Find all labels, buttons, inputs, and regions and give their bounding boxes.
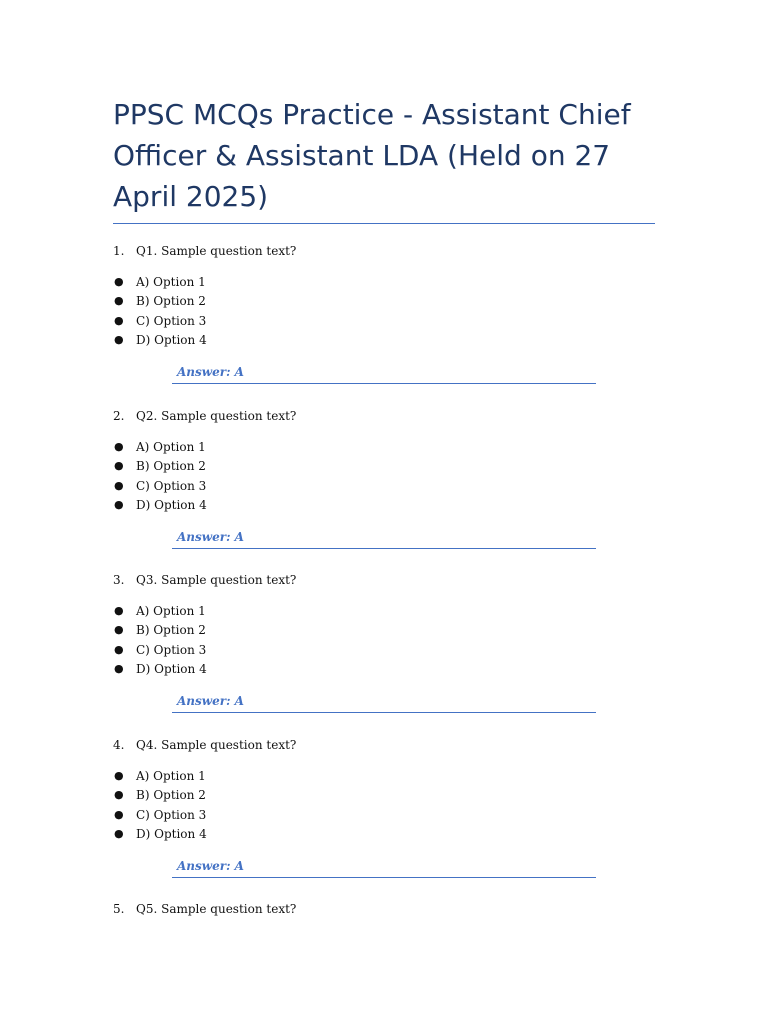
option-text: B) Option 2 (136, 294, 206, 309)
option-item (113, 786, 673, 805)
question-number: 1. (113, 244, 125, 258)
option-text: A) Option 1 (136, 275, 206, 289)
question-line (113, 735, 673, 755)
option-item (113, 292, 673, 311)
option-item (113, 438, 673, 457)
bullet-icon: ● (114, 604, 124, 617)
question-number: 2. (113, 409, 125, 423)
bullet-icon: ● (114, 294, 124, 308)
options-list (113, 767, 673, 844)
question-line (113, 241, 673, 261)
option-text: B) Option 2 (136, 459, 206, 474)
option-text: C) Option 3 (136, 478, 207, 493)
option-item (113, 457, 673, 476)
option-item (113, 806, 673, 825)
bullet-icon: ● (114, 788, 124, 802)
answer-box (172, 857, 596, 878)
question-number: 4. (113, 738, 125, 752)
document-title: PPSC MCQs Practice - Assistant Chief Officer & Assistant LDA (Held on 27 April 2025) (113, 94, 655, 224)
option-text: D) Option 4 (136, 661, 207, 676)
question-line (113, 406, 673, 426)
bullet-icon: ● (114, 440, 124, 453)
option-text: B) Option 2 (136, 623, 206, 638)
bullet-icon: ● (114, 459, 124, 473)
bullet-icon: ● (114, 807, 124, 821)
option-text: A) Option 1 (136, 440, 206, 454)
option-item (113, 331, 673, 350)
bullet-icon: ● (114, 332, 124, 346)
option-text: D) Option 4 (136, 497, 207, 512)
option-item (113, 660, 673, 679)
bullet-icon: ● (114, 313, 124, 327)
answer-text: Answer: A (177, 859, 244, 874)
option-text: A) Option 1 (136, 769, 206, 783)
options-list (113, 438, 673, 515)
option-item (113, 602, 673, 621)
bullet-icon: ● (114, 275, 124, 288)
option-text: D) Option 4 (136, 332, 207, 347)
bullet-icon: ● (114, 497, 124, 511)
answer-box (172, 692, 596, 713)
option-item (113, 621, 673, 640)
option-text: B) Option 2 (136, 788, 206, 803)
question-text: Q4. Sample question text? (136, 738, 297, 752)
options-list (113, 602, 673, 679)
bullet-icon: ● (114, 826, 124, 840)
option-item (113, 767, 673, 786)
option-text: C) Option 3 (136, 807, 207, 822)
bullet-icon: ● (114, 478, 124, 492)
option-item (113, 273, 673, 292)
option-item (113, 496, 673, 515)
bullet-icon: ● (114, 642, 124, 656)
option-item (113, 641, 673, 660)
option-item (113, 312, 673, 331)
answer-text: Answer: A (177, 530, 244, 545)
answer-box (172, 528, 596, 549)
question-text: Q5. Sample question text? (136, 902, 297, 916)
option-item (113, 825, 673, 844)
question-block (113, 406, 673, 549)
question-line (113, 899, 673, 919)
question-block (113, 735, 673, 878)
option-text: C) Option 3 (136, 313, 207, 328)
question-line (113, 570, 673, 590)
question-block (113, 241, 673, 384)
question-number: 5. (113, 902, 125, 916)
question-number: 3. (113, 573, 125, 587)
option-item (113, 477, 673, 496)
option-text: D) Option 4 (136, 826, 207, 841)
answer-text: Answer: A (177, 694, 244, 709)
question-text: Q2. Sample question text? (136, 409, 297, 423)
option-text: A) Option 1 (136, 604, 206, 618)
options-list (113, 273, 673, 350)
question-block (113, 899, 673, 919)
question-text: Q3. Sample question text? (136, 573, 297, 587)
question-text: Q1. Sample question text? (136, 244, 297, 258)
option-text: C) Option 3 (136, 642, 207, 657)
bullet-icon: ● (114, 661, 124, 675)
answer-text: Answer: A (177, 365, 244, 380)
bullet-icon: ● (114, 623, 124, 637)
question-block (113, 570, 673, 713)
answer-box (172, 363, 596, 384)
bullet-icon: ● (114, 769, 124, 782)
